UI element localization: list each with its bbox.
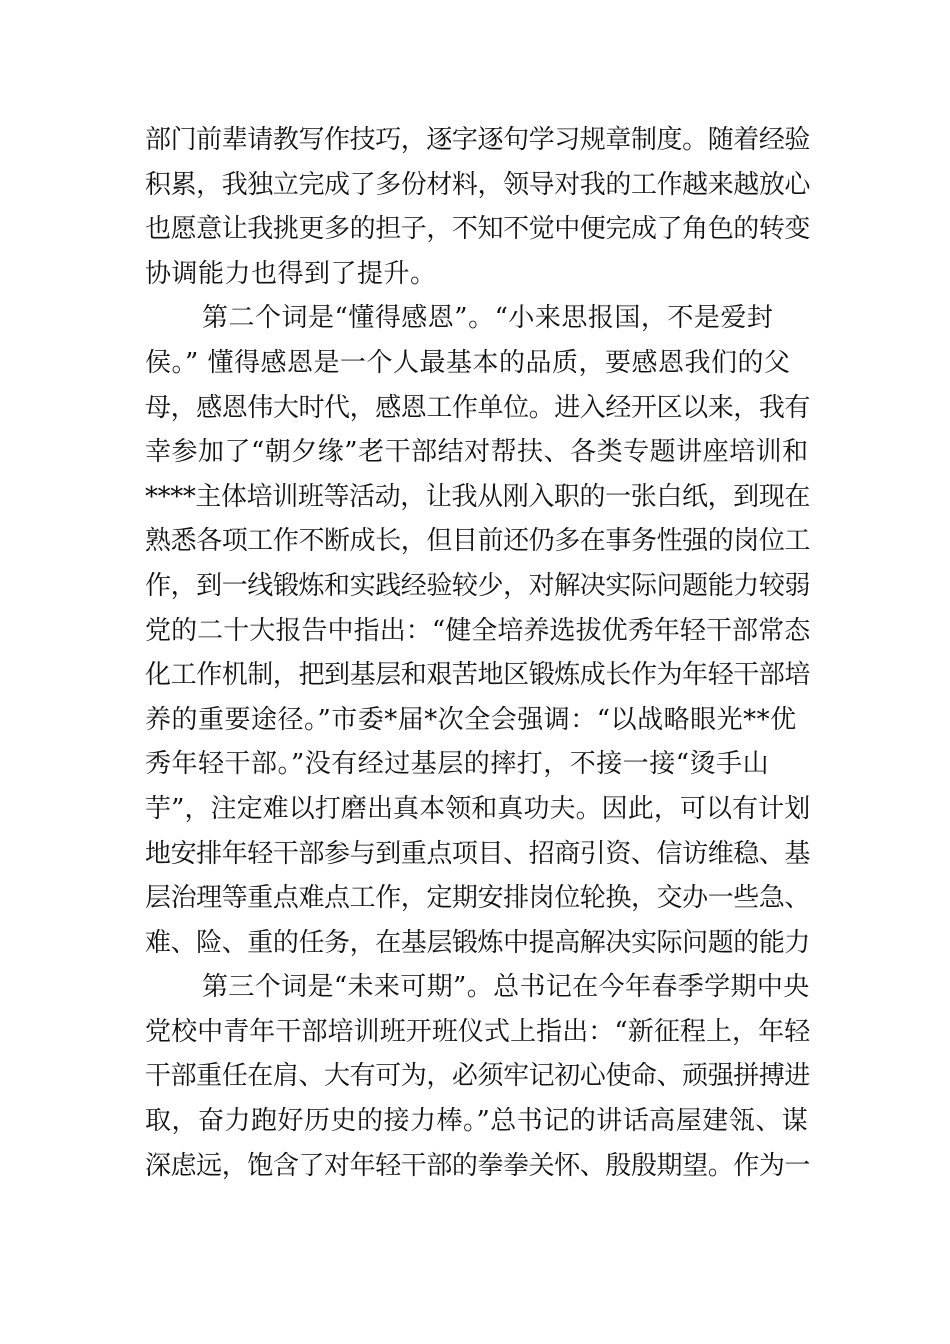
text-line: 侯。” 懂得感恩是一个人最基本的品质，要感恩我们的父	[145, 347, 791, 378]
text-line: 养的重要途径。”市委*届*次全会强调：“以战略眼光**优	[145, 704, 797, 735]
text-line: 幸参加了“朝夕缘”老干部结对帮扶、各类专题讲座培训和	[145, 437, 809, 468]
text-line: 母，感恩伟大时代，感恩工作单位。进入经开区以来，我有	[145, 392, 811, 423]
text-line: 层治理等重点难点工作，定期安排岗位轮换，交办一些急、	[145, 883, 811, 914]
text-line: 熟悉各项工作不断成长，但目前还仍多在事务性强的岗位工	[145, 526, 811, 557]
text-line: 取，奋力跑好历史的接力棒。”总书记的讲话高屋建瓴、谋	[145, 1106, 809, 1137]
text-line: 作，到一线锻炼和实践经验较少，对解决实际问题能力较弱	[145, 570, 811, 601]
text-line: 协调能力也得到了提升。	[145, 258, 437, 289]
body-text	[145, 118, 810, 1188]
text-line: 化工作机制，把到基层和艰苦地区锻炼成长作为年轻干部培	[145, 660, 811, 691]
text-line: 秀年轻干部。”没有经过基层的摔打，不接一接“烫手山	[145, 749, 770, 780]
text-line: 芋”，注定难以打磨出真本领和真功夫。因此，可以有计划	[145, 793, 811, 824]
text-line: ****主体培训班等活动，让我从刚入职的一张白纸，到现在	[145, 481, 811, 512]
text-line: 部门前辈请教写作技巧，逐字逐句学习规章制度。随着经验	[145, 125, 811, 155]
text-line: 也愿意让我挑更多的担子，不知不觉中便完成了角色的转变	[145, 214, 811, 245]
paragraph-start-line: 第三个词是“未来可期”。总书记在今年春季学期中央	[202, 972, 810, 1003]
text-line: 党的二十大报告中指出：“健全培养选拔优秀年轻干部常态	[145, 615, 811, 646]
text-line: 深虑远，饱含了对年轻干部的拳拳关怀、殷殷期望。作为一	[145, 1150, 811, 1181]
text-line: 地安排年轻干部参与到重点项目、招商引资、信访维稳、基	[145, 838, 811, 869]
text-line: 难、险、重的任务，在基层锻炼中提高解决实际问题的能力	[145, 927, 811, 958]
text-line: 积累，我独立完成了多份材料，领导对我的工作越来越放心	[145, 169, 811, 200]
paragraph-start-line: 第二个词是“懂得感恩”。“小来思报国，不是爱封	[202, 303, 774, 334]
text-line: 党校中青年干部培训班开班仪式上指出：“新征程上，年轻	[145, 1016, 811, 1047]
text-line: 干部重任在肩、大有可为，必须牢记初心使命、顽强拼搏进	[145, 1061, 811, 1092]
